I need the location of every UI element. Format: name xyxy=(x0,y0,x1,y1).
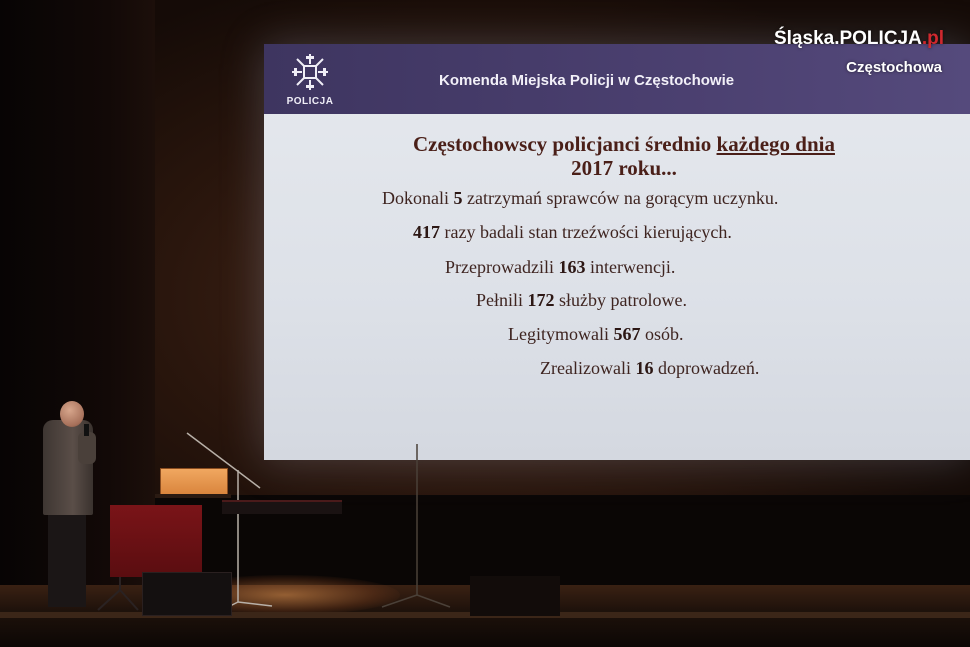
mic-stand-center xyxy=(382,444,450,607)
stage-box xyxy=(470,576,560,616)
watermark-city: Częstochowa xyxy=(846,59,942,76)
speaker-arm xyxy=(78,432,96,464)
stat-text: Zrealizowali xyxy=(540,358,636,378)
stat-text: Pełnili xyxy=(476,290,528,310)
stat-value: 567 xyxy=(613,324,641,344)
heading-part1: Częstochowscy policjanci średnio xyxy=(413,132,712,156)
stat-value: 16 xyxy=(635,358,654,378)
stat-text: służby patrolowe. xyxy=(554,290,687,310)
logo-label: POLICJA xyxy=(286,96,334,107)
stat-text: osób. xyxy=(640,324,684,344)
watermark-brand-tld: .pl xyxy=(921,28,944,49)
stat-value: 163 xyxy=(558,257,586,277)
slide-header-title: Komenda Miejska Policji w Częstochowie xyxy=(439,72,735,89)
stat-text: Przeprowadzili xyxy=(445,257,559,277)
stat-text: Legitymowali xyxy=(508,324,614,344)
stat-text: doprowadzeń. xyxy=(653,358,760,378)
stat-text: zatrzymań sprawców na gorącym uczynku. xyxy=(462,188,779,208)
speaker-legs xyxy=(48,512,86,607)
watermark-brand xyxy=(774,28,944,50)
stat-text: interwencji. xyxy=(585,257,676,277)
draped-table xyxy=(110,505,202,577)
stat-text: Dokonali xyxy=(382,188,454,208)
heading-underlined: każdego dnia xyxy=(716,132,835,156)
watermark-brand-main: Śląska.POLICJA xyxy=(773,28,922,49)
laptop xyxy=(160,468,228,496)
stat-text: razy badali stan trzeźwości kierujących. xyxy=(440,222,732,242)
stat-value: 172 xyxy=(527,290,555,310)
heading-part2: 2017 roku... xyxy=(571,156,677,180)
handheld-microphone xyxy=(84,424,89,436)
laptop-base xyxy=(155,494,231,498)
stage-monitor-speaker xyxy=(142,572,232,616)
stage-keyboard xyxy=(222,500,342,514)
stat-value: 417 xyxy=(413,222,440,242)
stat-value: 5 xyxy=(453,188,463,208)
speaker-head xyxy=(60,401,84,427)
